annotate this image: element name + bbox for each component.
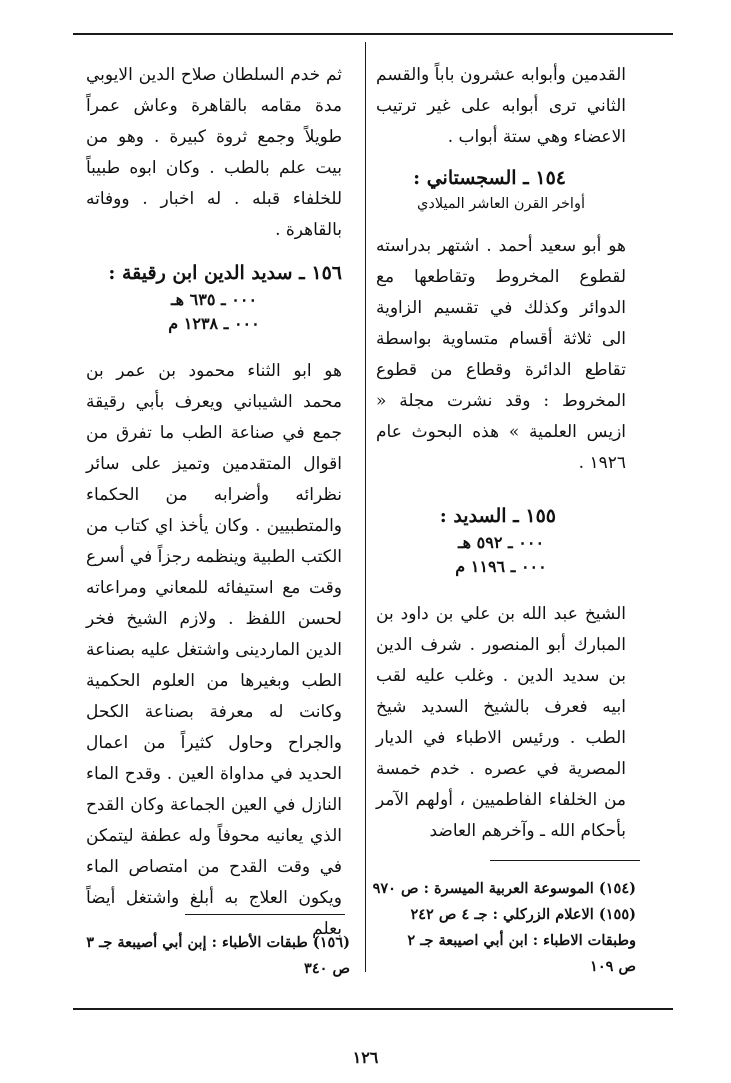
entry-154 <box>376 163 626 479</box>
footnote-line: (١٥٦) طبقات الأطباء : إبن أبي أصيبعة جـ ٣ <box>86 934 350 951</box>
entry-155-date-gregorian: ٠٠٠ ـ ١١٩٦ م <box>455 557 547 576</box>
right-footnotes <box>372 876 636 980</box>
footnote-line: (١٥٤) الموسوعة العربية الميسرة : ص ٩٧٠ <box>372 880 636 897</box>
page-number: ١٢٦ <box>352 1048 379 1067</box>
entry-156-date-gregorian: ٠٠٠ ـ ١٢٣٨ م <box>168 314 260 333</box>
right-column <box>376 60 626 847</box>
entry-154-heading: ١٥٤ ـ السجستاني : <box>413 167 566 189</box>
column-divider <box>365 42 366 972</box>
entry-156-body: هو ابو الثناء محمود بن عمر بن محمد الشيباني ويعرف بأبي رقيقة جمع في صناعة الطب ما تفرق من اقوال المتقدمين وتميز على سائر نظرائه وأضرابه من الحكماء والمتطبيين . وكان يأخذ اي كتاب من الكتب الطبية وينظمه رجزاً في أسرع وقت مع استيفائه للمعاني ومراعاته لحسن اللفظ . ولازم الشيخ فخر الدين الماردينى واشتغل عليه بصناعة الطب وبغيرها من العلوم الحكمية وكانت له معرفة بصناعة الكحل والجراح وحاول كثيراً من اعمال الحديد في مداواة العين . وقدح الماء النازل في العين الجماعة وكان القدح الذي يعانيه محوفاً وله عطفة ليتمكن في وقت القدح من امتصاص الماء ويكون العلاج به أبلغ واشتغل أيضاً بعلم <box>86 361 342 939</box>
left-intro-text: ثم خدم السلطان صلاح الدين الايوبي مدة مقامه بالقاهرة وعاش عمراً طويلاً وجمع ثروة كبيرة . وهو من بيت علم بالطب . وكان ابوه طبيباً للخلفاء قبله . له اخبار . ووفاته بالقاهرة . <box>86 65 342 240</box>
entry-156-date-hijri: ٠٠٠ ـ ٦٣٥ هـ <box>170 290 258 309</box>
entry-155-date-hijri: ٠٠٠ ـ ٥٩٢ هـ <box>457 533 545 552</box>
top-rule <box>73 33 673 35</box>
entry-155-body: الشيخ عبد الله بن علي بن داود بن المبارك أبو المنصور . شرف الدين بن سديد الدين . وغلب عليه لقب ابيه فعرف بالشيخ السديد شيخ الطب . ورئيس الاطباء في الديار المصرية في عصره . خدم خمسة من الخلفاء الفاطميين ، أولهم الآمر بأحكام الله ـ وآخرهم العاضد <box>376 604 626 841</box>
footnote-line: ص ٣٤٠ <box>304 960 350 977</box>
right-footnote-rule <box>490 860 640 861</box>
entry-156-heading: ١٥٦ ـ سديد الدين ابن رقيقة : <box>108 262 342 284</box>
entry-154-subheading: أواخر القرن العاشر الميلادي <box>417 196 585 212</box>
footnote-line: ص ١٠٩ <box>590 958 636 975</box>
left-footnotes <box>70 930 350 982</box>
footnote-line: وطبقات الاطباء : ابن أبي اصيبعة جـ ٢ <box>407 932 636 949</box>
entry-155-heading: ١٥٥ ـ السديد : <box>439 505 556 527</box>
footnote-line: (١٥٥) الاعلام الزركلي : جـ ٤ ص ٢٤٢ <box>410 906 636 923</box>
right-intro-text: القدمين وأبوابه عشرون باباً والقسم الثاني ترى أبوابه على غير ترتيب الاعضاء وهي ستة أبواب . <box>376 65 626 147</box>
bottom-rule <box>73 1008 673 1010</box>
entry-155 <box>376 501 626 847</box>
entry-154-body: هو أبو سعيد أحمد . اشتهر بدراسته لقطوع المخروط وتقاطعها مع الدوائر وكذلك في تقسيم الزاوية الى ثلاثة أقسام متساوية بواسطة تقاطع الدائرة وقطاع من قطوع المخروط : وقد نشرت مجلة « ازيس العلمية » هذه البحوث عام ١٩٢٦ . <box>376 236 626 473</box>
left-footnote-rule <box>185 914 345 915</box>
left-column <box>86 60 342 945</box>
entry-156 <box>86 258 342 945</box>
